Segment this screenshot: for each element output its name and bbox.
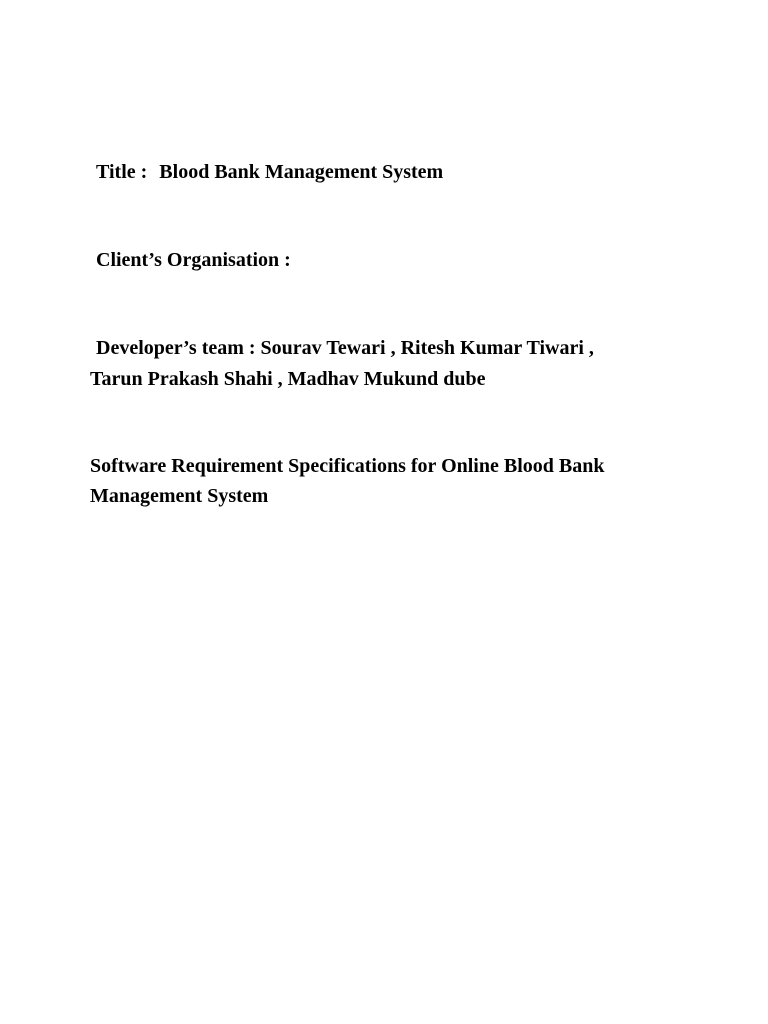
srs-heading-line-2: Management System bbox=[90, 485, 269, 507]
developers-line-2: Tarun Prakash Shahi , Madhav Mukund dube bbox=[90, 368, 486, 390]
srs-heading-line-1: Software Requirement Specifications for Online Blood Bank bbox=[90, 455, 605, 477]
title-label: Title : bbox=[96, 161, 148, 183]
developers-line-1: Developer’s team : Sourav Tewari , Ritesh Kumar Tiwari , bbox=[96, 337, 594, 359]
client-organisation-label: Client’s Organisation : bbox=[96, 249, 291, 271]
title-value: Blood Bank Management System bbox=[159, 161, 444, 183]
title-line bbox=[96, 157, 443, 187]
